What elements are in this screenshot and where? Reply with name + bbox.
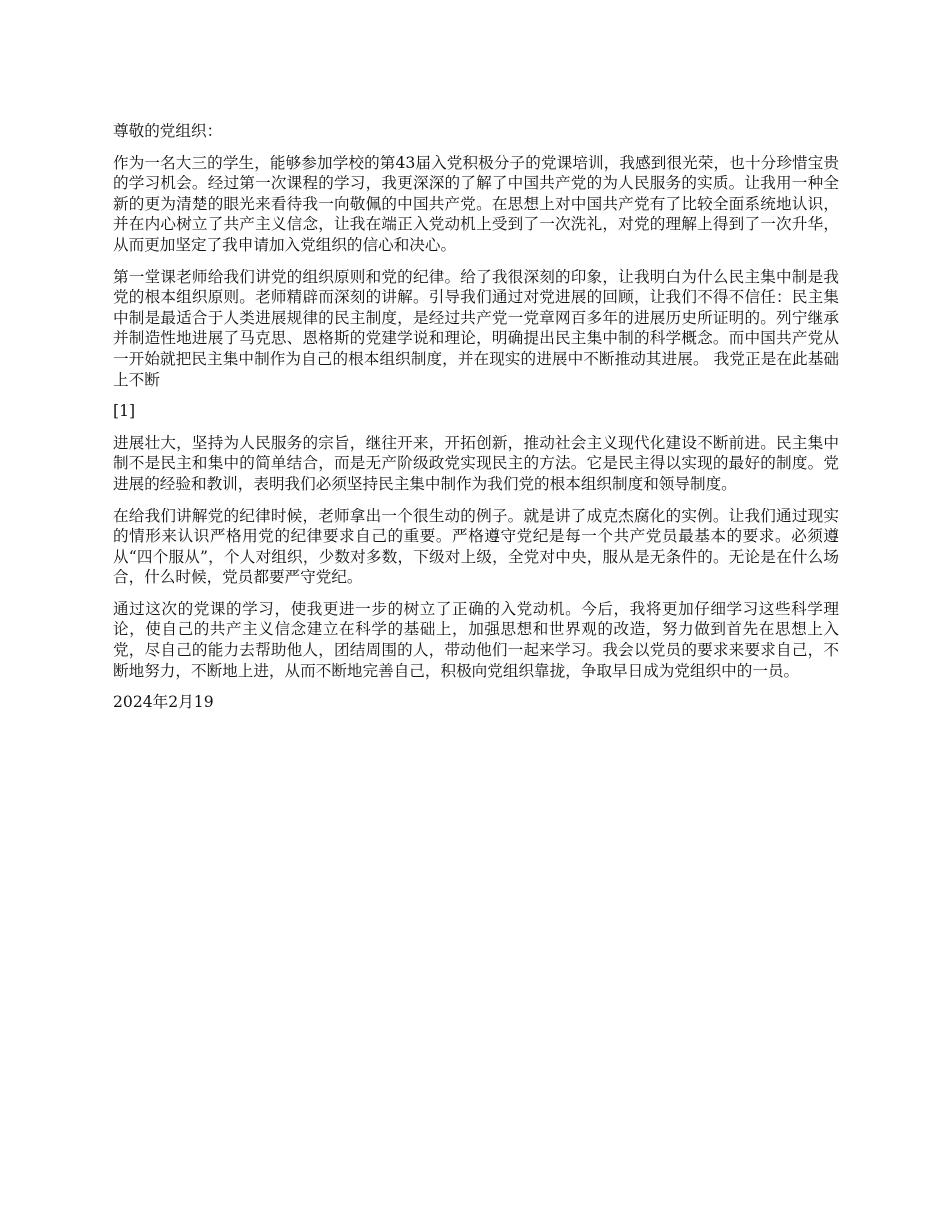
letter-date: 2024年2月19 [113, 693, 214, 712]
paragraph-party-discipline: 在给我们讲解党的纪律时候，老师拿出一个很生动的例子。就是讲了成克杰腐化的实例。让我们通过现实的情形来认识严格用党的纪律要求自己的重要。严格遵守党纪是每一个共产党员最基本的要求。必须遵从“四个服从”，个人对组织，少数对多数，下级对上级，全党对中央，服从是无条件的。无论是在什么场合，什么时候，党员都要严守党纪。 [113, 506, 839, 587]
paragraph-democratic-centralism: 进展壮大，坚持为人民服务的宗旨，继往开来，开拓创新，推动社会主义现代化建设不断前进。民主集中制不是民主和集中的简单结合，而是无产阶级政党实现民主的方法。它是民主得以实现的最好的制度。党进展的经验和教训，表明我们必须坚持民主集中制作为我们党的根本组织制度和领导制度。 [113, 433, 839, 493]
paragraph-first-lesson: 第一堂课老师给我们讲党的组织原则和党的纪律。给了我很深刻的印象，让我明白为什么民主集中制是我党的根本组织原则。老师精辟而深刻的讲解。引导我们通过对党进展的回顾，让我们不得不信任：民主集中制是最适合于人类进展规律的民主制度，是经过共产党一党章网百多年的进展历史所证明的。列宁继承并制造性地进展了马克思、恩格斯的党建学说和理论，明确提出民主集中制的科学概念。而中国共产党从一开始就把民主集中制作为自己的根本组织制度，并在现实的进展中不断推动其进展。 我党正是在此基础上不断 [113, 267, 839, 389]
paragraph-conclusion: 通过这次的党课的学习，使我更进一步的树立了正确的入党动机。今后，我将更加仔细学习这些科学理论，使自己的共产主义信念建立在科学的基础上，加强思想和世界观的改造，努力做到首先在思想上入党，尽自己的能力去帮助他人，团结周围的人，带动他们一起来学习。我会以党员的要求来要求自己，不断地努力，不断地上进，从而不断地完善自己，积极向党组织靠拢，争取早日成为党组织中的一员。 [113, 599, 839, 680]
letter-body [113, 121, 839, 724]
footnote-marker: [1] [113, 402, 136, 421]
salutation: 尊敬的党组织： [113, 122, 223, 140]
paragraph-intro: 作为一名大三的学生，能够参加学校的第43届入党积极分子的党课培训，我感到很光荣，也十分珍惜宝贵的学习机会。经过第一次课程的学习，我更深深的了解了中国共产党的为人民服务的实质。让我用一种全新的更为清楚的眼光来看待我一向敬佩的中国共产党。在思想上对中国共产党有了比较全面系统地认识，并在内心树立了共产主义信念，让我在端正入党动机上受到了一次洗礼，对党的理解上得到了一次升华，从而更加坚定了我申请加入党组织的信心和决心。 [113, 153, 839, 254]
